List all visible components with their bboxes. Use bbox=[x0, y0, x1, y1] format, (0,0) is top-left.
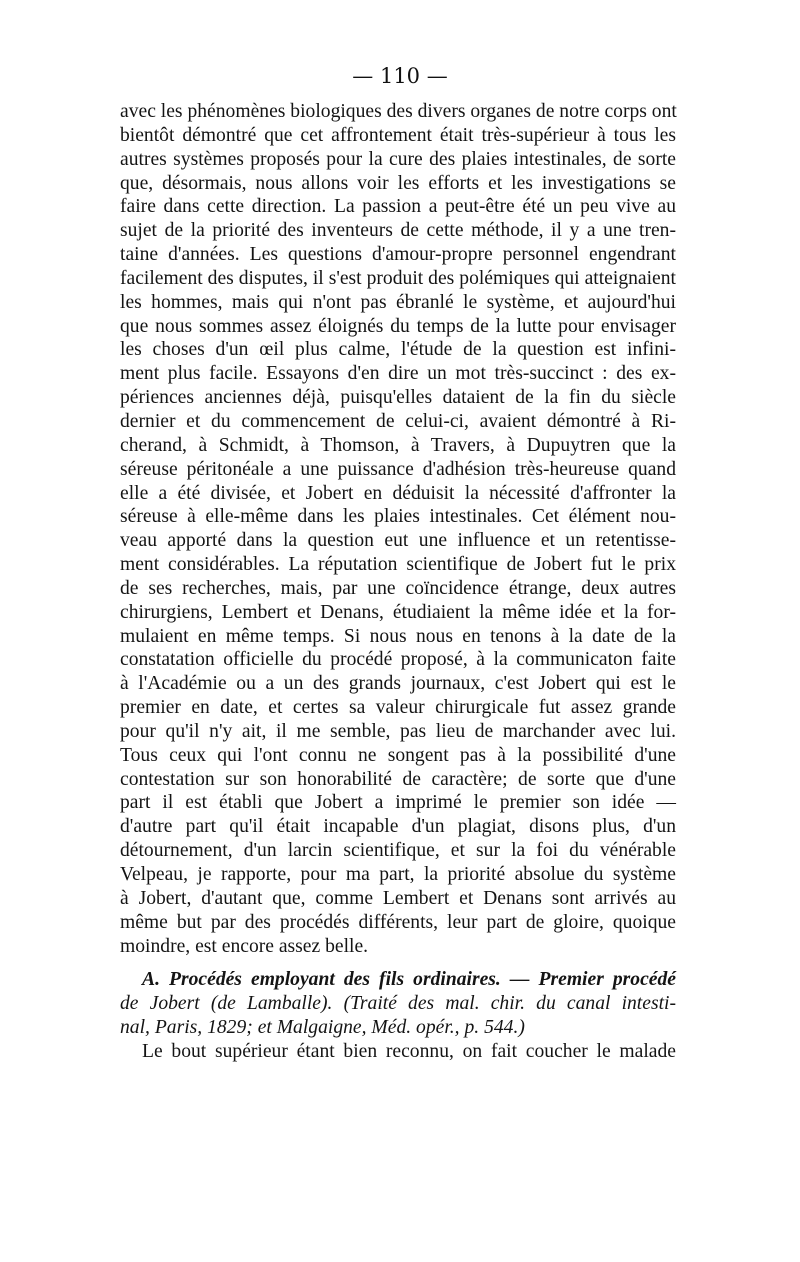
text-line: pour qu'il n'y ait, il me semble, pas lieu de marchander avec lui. bbox=[120, 720, 676, 742]
section-heading-line-2: de Jobert (de Lamballe). (Traité des mal. chir. du canal intesti- bbox=[120, 993, 676, 1015]
text-line: détournement, d'un larcin scientifique, et sur la foi du vénérable bbox=[120, 840, 676, 862]
section-heading-line-3: nal, Paris, 1829; et Malgaigne, Méd. opér., p. 544.) bbox=[120, 1017, 525, 1039]
text-line: ment plus facile. Essayons d'en dire un mot très-succinct : des ex- bbox=[120, 363, 676, 385]
section-heading bbox=[120, 968, 676, 1040]
paragraph-1 bbox=[120, 100, 676, 958]
text-line: les choses d'un œil plus calme, l'étude de la question est infini- bbox=[120, 339, 676, 361]
text-line: que nous sommes assez éloignés du temps de la lutte pour envisager bbox=[120, 315, 676, 337]
text-line: part il est établi que Jobert a imprimé le premier son idée — bbox=[120, 792, 676, 814]
paragraph-gap bbox=[120, 958, 676, 968]
text-line: veau apporté dans la question eut une influence et un retentisse- bbox=[120, 530, 676, 552]
paragraph-2 bbox=[120, 1040, 676, 1064]
text-line: de ses recherches, mais, par une coïncidence étrange, deux autres bbox=[120, 577, 676, 599]
text-line: chirurgiens, Lembert et Denans, étudiaient la même idée et la for- bbox=[120, 601, 676, 623]
text-line: bientôt démontré que cet affrontement était très-supérieur à tous les bbox=[120, 124, 676, 146]
text-line: à l'Académie ou a un des grands journaux, c'est Jobert qui est le bbox=[120, 673, 676, 695]
text-line: premier en date, et certes sa valeur chirurgicale fut assez grande bbox=[120, 697, 676, 719]
text-line: Velpeau, je rapporte, pour ma part, la priorité absolue du système bbox=[120, 864, 676, 885]
text-line: cherand, à Schmidt, à Thomson, à Travers, à Dupuytren que la bbox=[120, 434, 676, 456]
text-line: faire dans cette direction. La passion a peut-être été un peu vive au bbox=[120, 196, 676, 218]
text-line: autres systèmes proposés pour la cure des plaies intestinales, de sorte bbox=[120, 148, 676, 170]
text-line: moindre, est encore assez belle. bbox=[120, 935, 369, 957]
text-line: contestation sur son honorabilité de caractère; de sorte que d'une bbox=[120, 768, 676, 790]
text-line: elle a été divisée, et Jobert en déduisit la nécessité d'affronter la bbox=[120, 482, 676, 504]
text-line: taine d'années. Les questions d'amour-propre personnel engendrant bbox=[120, 244, 676, 266]
text-line: d'autre part qu'il était incapable d'un plagiat, disons plus, d'un bbox=[120, 816, 676, 838]
text-line: Tous ceux qui l'ont connu ne songent pas à la possibilité d'une bbox=[120, 744, 676, 766]
page-number: — 110 — bbox=[352, 64, 448, 88]
text-line: avec les phénomènes biologiques des divers organes de notre corps ont bbox=[120, 101, 677, 122]
section-heading-line-1: A. Procédés employant des fils ordinaires. — Premier procédé bbox=[142, 969, 676, 991]
text-line: séreuse péritonéale a une puissance d'adhésion très-heureuse quand bbox=[120, 458, 676, 480]
text-line: facilement des disputes, il s'est produit des polémiques qui atteignaient bbox=[120, 267, 676, 289]
text-line: périences anciennes déjà, puisqu'elles dataient de la fin du siècle bbox=[120, 387, 676, 409]
text-line: à Jobert, d'autant que, comme Lembert et Denans sont arrivés au bbox=[120, 887, 676, 909]
text-line: Le bout supérieur étant bien reconnu, on fait coucher le malade bbox=[142, 1040, 676, 1062]
body-text bbox=[120, 100, 676, 1064]
text-line: séreuse à elle-même dans les plaies intestinales. Cet élément nou- bbox=[120, 506, 676, 528]
text-line: que, désormais, nous allons voir les efforts et les investigations se bbox=[120, 172, 676, 194]
text-line: les hommes, mais qui n'ont pas ébranlé le système, et aujourd'hui bbox=[120, 291, 676, 313]
text-line: dernier et du commencement de celui-ci, avaient démontré à Ri- bbox=[120, 410, 676, 432]
text-line: même but par des procédés différents, leur part de gloire, quoique bbox=[120, 911, 676, 933]
text-line: constatation officielle du procédé proposé, à la communicaton faite bbox=[120, 649, 676, 671]
text-line: mulaient en même temps. Si nous nous en tenons à la date de la bbox=[120, 625, 676, 647]
text-line: sujet de la priorité des inventeurs de cette méthode, il y a une tren- bbox=[120, 220, 676, 242]
text-line: ment considérables. La réputation scientifique de Jobert fut le prix bbox=[120, 554, 676, 576]
